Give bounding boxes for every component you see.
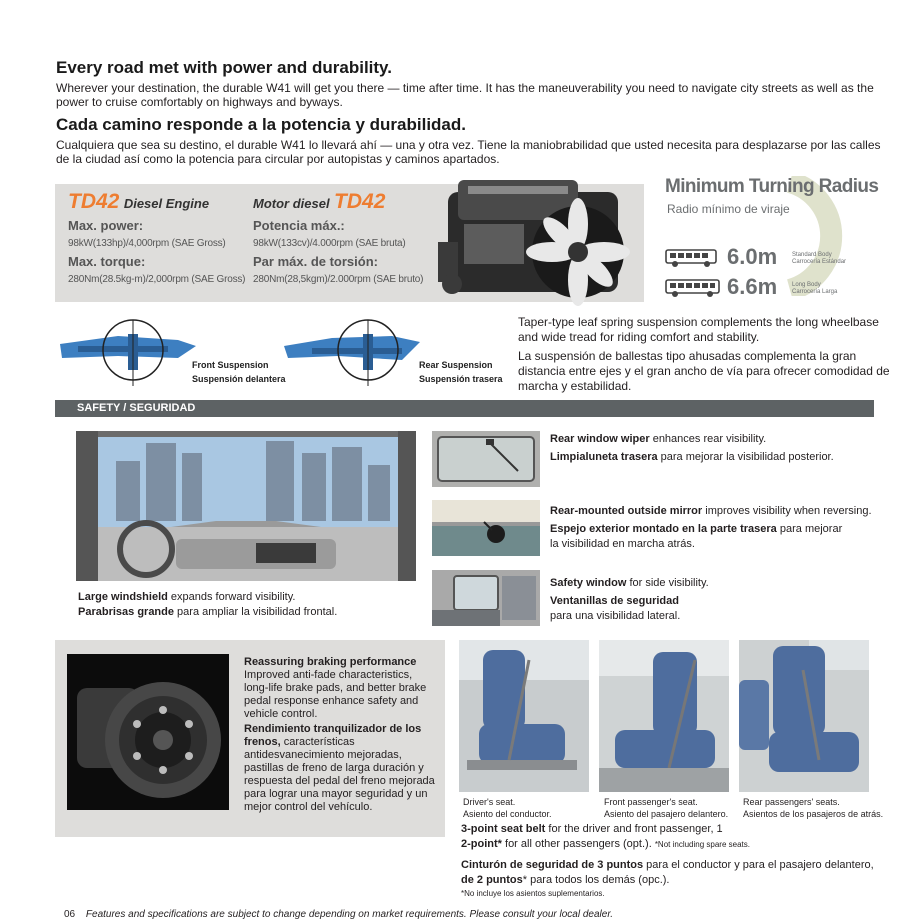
cint-line-1 bbox=[461, 858, 891, 873]
safety-window-caption-en bbox=[550, 576, 709, 591]
mirror-bold-en: Rear-mounted outside mirror bbox=[550, 505, 703, 517]
torque-value-es: 280Nm(28,5kgm)/2.000rpm (SAE bruto) bbox=[253, 274, 424, 285]
windshield-bold-en: Large windshield bbox=[78, 591, 168, 603]
mirror-caption-en bbox=[550, 504, 872, 519]
windshield-caption-es bbox=[78, 605, 337, 620]
front-passenger-seat-caption-es: Asiento del pasajero delantero. bbox=[604, 809, 729, 819]
front-suspension-en: Front Suspension bbox=[192, 360, 269, 370]
engine-title-en bbox=[68, 190, 209, 214]
braking-es bbox=[244, 723, 436, 814]
power-value-es: 98kW(133cv)/4.000rpm (SAE bruta) bbox=[253, 238, 406, 249]
front-passenger-seat-caption bbox=[604, 796, 728, 820]
torque-label-en: Max. torque: bbox=[68, 254, 146, 269]
windshield-caption bbox=[78, 590, 337, 620]
page-number: 06 bbox=[64, 909, 76, 920]
safety-window-bold-en: Safety window bbox=[550, 577, 627, 589]
front-suspension-diagram bbox=[58, 316, 198, 388]
safety-window-rest-en: for side visibility. bbox=[626, 577, 709, 589]
safety-window-photo bbox=[432, 570, 540, 626]
engine-model-es: TD42 bbox=[334, 190, 386, 213]
heading-es: Cada camino responde a la potencia y durabilidad. bbox=[56, 115, 466, 134]
belt-rest-1: for the driver and front passenger, 1 bbox=[545, 823, 723, 835]
torque-label-es: Par máx. de torsión: bbox=[253, 254, 378, 269]
driver-seat-caption-es: Asiento del conductor. bbox=[463, 809, 552, 819]
seat-belt-text-es bbox=[461, 858, 891, 899]
wiper-caption-en bbox=[550, 432, 834, 447]
safety-window-caption bbox=[550, 576, 709, 624]
windshield-rest-es: para ampliar la visibilidad frontal. bbox=[174, 606, 338, 618]
front-passenger-seat-caption-en: Front passenger's seat. bbox=[604, 797, 698, 807]
windshield-rest-en: expands forward visibility. bbox=[167, 591, 296, 603]
turning-standard-note-en: Standard Body bbox=[792, 252, 832, 258]
seat-belt-text-en bbox=[461, 822, 881, 852]
windshield-bold-es: Parabrisas grande bbox=[78, 606, 174, 618]
safety-window-rest-es: para una visibilidad lateral. bbox=[550, 610, 681, 622]
turning-title: Minimum Turning Radius bbox=[665, 176, 879, 197]
mirror-caption bbox=[550, 504, 872, 552]
rear-passengers-seats-caption-es: Asientos de los pasajeros de atrás. bbox=[743, 809, 884, 819]
safety-section-label: SAFETY / SEGURIDAD bbox=[77, 402, 196, 414]
seat-belt-line-2 bbox=[461, 837, 881, 852]
cint-note: *No incluye los asientos suplementarios. bbox=[461, 889, 605, 898]
driver-seat-caption-en: Driver's seat. bbox=[463, 797, 516, 807]
cint-bold-2: de 2 puntos bbox=[461, 874, 523, 886]
braking-body-en: Improved anti-fade characteristics, long-life brake pads, and better brake pedal response enhance safety and vehicle control. bbox=[244, 669, 427, 720]
wiper-caption-es bbox=[550, 450, 834, 465]
power-value-en: 98kW(133hp)/4,000rpm (SAE Gross) bbox=[68, 238, 226, 249]
rear-suspension-es: Suspensión trasera bbox=[419, 374, 503, 384]
wiper-rest-es: para mejorar la visibilidad posterior. bbox=[657, 451, 834, 463]
front-suspension-caption bbox=[192, 358, 286, 386]
rear-wiper-photo bbox=[432, 431, 540, 487]
engine-photo bbox=[428, 172, 644, 306]
intro-body-es: Cualquiera que sea su destino, el durable W41 lo llevará ahí — una y otra vez. Tiene la maniobrabilidad que usted necesita para desplazarse por las calles de la ciudad así como la potencia para circular por autopistas y caminos apartados. bbox=[56, 138, 881, 166]
power-label-en: Max. power: bbox=[68, 218, 144, 233]
engine-model-en: TD42 bbox=[68, 190, 120, 213]
safety-window-bold-es: Ventanillas de seguridad bbox=[550, 595, 679, 607]
front-suspension-es: Suspensión delantera bbox=[192, 374, 286, 384]
braking-heading-es: Rendimiento tranquilizador de los frenos, bbox=[244, 723, 422, 748]
driver-seat-caption bbox=[463, 796, 552, 820]
power-label-es: Potencia máx.: bbox=[253, 218, 345, 233]
cint-rest-1: para el conductor y para el pasajero delantero, bbox=[643, 859, 874, 871]
cint-rest-2: * para todos los demás (opc.). bbox=[522, 874, 670, 886]
engine-suffix-en: Diesel Engine bbox=[123, 196, 210, 211]
wiper-caption bbox=[550, 432, 834, 465]
cint-line-2 bbox=[461, 873, 891, 888]
suspension-text-en: Taper-type leaf spring suspension complements the long wheelbase and wide tread for riding comfort and stability. bbox=[518, 315, 879, 344]
driver-seat-photo bbox=[459, 640, 589, 792]
brake-disc-photo bbox=[67, 654, 229, 810]
cint-bold-1: Cinturón de seguridad de 3 puntos bbox=[461, 859, 644, 871]
rear-passengers-seats-caption bbox=[743, 796, 883, 820]
footer-note: Features and specifications are subject to change depending on market requirements. Please consult your local dealer. bbox=[85, 909, 614, 920]
mirror-rest-es-1: para mejorar bbox=[776, 523, 843, 535]
rear-passengers-seats-photo bbox=[739, 640, 869, 792]
turning-long-value: 6.6m bbox=[727, 274, 778, 299]
braking-text bbox=[244, 656, 436, 814]
rear-passengers-seats-caption-en: Rear passengers' seats. bbox=[743, 797, 840, 807]
page-footer bbox=[64, 909, 613, 920]
mirror-caption-es-2: la visibilidad en marcha atrás. bbox=[550, 538, 695, 550]
turning-subtitle: Radio mínimo de viraje bbox=[667, 202, 790, 216]
engine-prefix-es: Motor diesel bbox=[253, 196, 330, 211]
rear-suspension-en: Rear Suspension bbox=[419, 360, 493, 370]
rear-mirror-photo bbox=[432, 500, 540, 556]
windshield-photo bbox=[76, 431, 416, 581]
safety-window-caption-es bbox=[550, 594, 709, 609]
intro-body-en: Wherever your destination, the durable W41 will get you there — time after time. It has the maneuverability you need to navigate city streets as well as the power to cruise comfortably on highways and byways. bbox=[56, 81, 874, 109]
braking-body-es: características antidesvanecimiento mejoradas, pastillas de freno de larga duración y respuesta del pedal del freno mejorada para lograr una mayor seguridad y un mejor control del vehículo. bbox=[244, 736, 435, 813]
turning-standard-note-es: Carrocería Estándar bbox=[792, 259, 847, 265]
wiper-bold-es: Limpialuneta trasera bbox=[550, 451, 658, 463]
belt-rest-2: for all other passengers (opt.). bbox=[501, 838, 652, 850]
engine-title-es bbox=[253, 190, 385, 214]
belt-bold-1: 3-point seat belt bbox=[461, 823, 546, 835]
belt-note-en: *Not including spare seats. bbox=[654, 840, 750, 849]
mirror-caption-es-1 bbox=[550, 522, 872, 537]
torque-value-en: 280Nm(28.5kg-m)/2,000rpm (SAE Gross) bbox=[68, 274, 246, 285]
wiper-rest-en: enhances rear visibility. bbox=[649, 433, 767, 445]
mirror-bold-es: Espejo exterior montado en la parte trasera bbox=[550, 523, 777, 535]
heading-en: Every road met with power and durability. bbox=[56, 58, 392, 77]
suspension-text-es: La suspensión de ballestas tipo ahusadas complementa la gran distancia entre ejes y el gran ancho de vía para ofrecer comodidad de marcha y estabilidad. bbox=[518, 349, 890, 393]
bus-icon-standard bbox=[665, 248, 719, 268]
turning-long-note-en: Long Body bbox=[792, 282, 821, 288]
seat-belt-line-1 bbox=[461, 822, 881, 837]
bus-icon-long bbox=[665, 278, 721, 298]
turning-long-note-es: Carrocería Larga bbox=[792, 289, 838, 295]
belt-bold-2: 2-point* bbox=[461, 838, 502, 850]
turning-standard-value: 6.0m bbox=[727, 244, 778, 269]
mirror-rest-en: improves visibility when reversing. bbox=[702, 505, 872, 517]
wiper-bold-en: Rear window wiper bbox=[550, 433, 650, 445]
safety-section-bar bbox=[55, 400, 874, 417]
rear-suspension-diagram bbox=[282, 316, 422, 388]
turning-standard-note bbox=[792, 252, 846, 266]
turning-long-note bbox=[792, 282, 837, 296]
front-passenger-seat-photo bbox=[599, 640, 729, 792]
windshield-caption-en bbox=[78, 590, 337, 605]
rear-suspension-caption bbox=[419, 358, 503, 386]
braking-heading-en: Reassuring braking performance bbox=[244, 656, 417, 668]
